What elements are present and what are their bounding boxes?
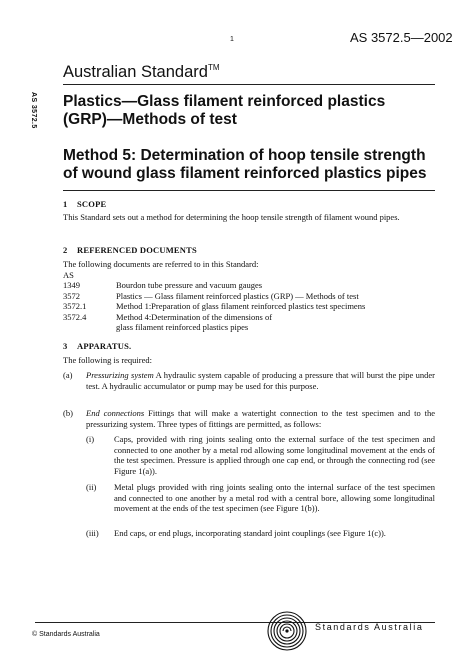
item-b-term: End connections (86, 408, 145, 418)
logo-wordmark: Standards Australia (315, 622, 424, 632)
apparatus-heading (63, 341, 131, 351)
document-title (63, 93, 443, 129)
standard-name-text: Australian Standard (63, 63, 208, 81)
subitem-ii-text: Metal plugs provided with ring joints sealing onto the internal surface of the test specimen and connected to one another by a metal rod with a central bore, allowing some longitudinal movement at the ends of the test specimen (see Figure 1(b)). (114, 482, 435, 513)
document-code: AS 3572.5—2002 (350, 30, 453, 45)
references-prefix: AS (63, 269, 74, 280)
references-block (63, 259, 435, 333)
references-heading (63, 245, 197, 255)
apparatus-number: 3 (63, 341, 68, 351)
reference-title: Method 4:Determination of the dimensions of glass filament reinforced plastics pipes (116, 311, 273, 332)
reference-title: Bourdon tube pressure and vacuum gauges (116, 280, 263, 290)
item-b-text: Fittings that will make a watertight connection to the test specimen and to the pressurizing system. Three types of fittings are permitted, as follows: (86, 408, 435, 429)
reference-item (63, 312, 435, 333)
title-line-1: Plastics—Glass filament reinforced plastics (63, 93, 386, 110)
standard-name (63, 63, 220, 82)
trademark-symbol: TM (207, 63, 220, 72)
subitem-i-text: Caps, provided with ring joints sealing onto the external surface of the test specimen and connected to one another by a metal rod allowing some longitudinal movement at the ends of the test specimen. Pressure is applied through one cap end, or through the connecting rod (see Figure 1(a)). (114, 434, 435, 476)
subitem-iii-label: (iii) (86, 528, 99, 538)
title-rule (63, 190, 435, 191)
reference-code: 3572 (63, 290, 80, 301)
scope-number: 1 (63, 199, 68, 209)
apparatus-intro: The following is required: (63, 355, 152, 365)
apparatus-title: APPARATUS. (77, 341, 132, 351)
item-a-text: A hydraulic system capable of producing a pressure that will burst the pipe under test. A hydraulic accumulator or pump may be used for this purpose. (86, 370, 435, 391)
scope-text: This Standard sets out a method for determining the hoop tensile strength of filament wound pipes. (63, 212, 400, 222)
scope-heading (63, 199, 106, 209)
reference-code: 3572.1 (63, 301, 87, 311)
reference-title: Method 1:Preparation of glass filament reinforced plastics test specimens (116, 301, 366, 311)
apparatus-item-b (63, 408, 435, 429)
subitem-ii (86, 482, 435, 514)
standards-australia-logo-icon (262, 606, 312, 656)
scope-title: SCOPE (77, 199, 107, 209)
references-number: 2 (63, 245, 68, 255)
subitem-i (86, 434, 435, 476)
subitem-iii (86, 528, 435, 539)
reference-item (63, 280, 435, 291)
header-rule (63, 84, 435, 85)
item-b-label: (b) (63, 408, 73, 418)
subitem-i-label: (i) (86, 434, 95, 444)
references-title: REFERENCED DOCUMENTS (77, 245, 197, 255)
item-b-body (86, 408, 435, 429)
title-line-2: (GRP)—Methods of test (63, 111, 237, 128)
reference-item (63, 291, 435, 302)
item-a-body (86, 370, 435, 391)
item-a-label: (a) (63, 370, 73, 380)
method-title (63, 147, 443, 183)
subitem-ii-label: (ii) (86, 482, 97, 492)
method-title-line-1: Method 5: Determination of hoop tensile strength (63, 147, 426, 164)
method-title-line-2: of wound glass filament reinforced plastics pipes (63, 165, 427, 182)
reference-code: 1349 (63, 280, 80, 290)
page-number: 1 (230, 36, 234, 43)
apparatus-item-a (63, 370, 435, 391)
reference-title: Plastics — Glass filament reinforced plastics (GRP) — Methods of test (116, 290, 359, 301)
reference-item (63, 301, 435, 312)
subitem-iii-text: End caps, or end plugs, incorporating standard joint couplings (see Figure 1(c)). (114, 528, 386, 538)
reference-code: 3572.4 (63, 311, 87, 322)
references-intro: The following documents are referred to in this Standard: (63, 259, 259, 269)
copyright-notice: © Standards Australia (32, 631, 100, 638)
item-a-term: Pressurizing system (86, 370, 154, 380)
vertical-document-code: AS 3572.5 (30, 92, 37, 129)
